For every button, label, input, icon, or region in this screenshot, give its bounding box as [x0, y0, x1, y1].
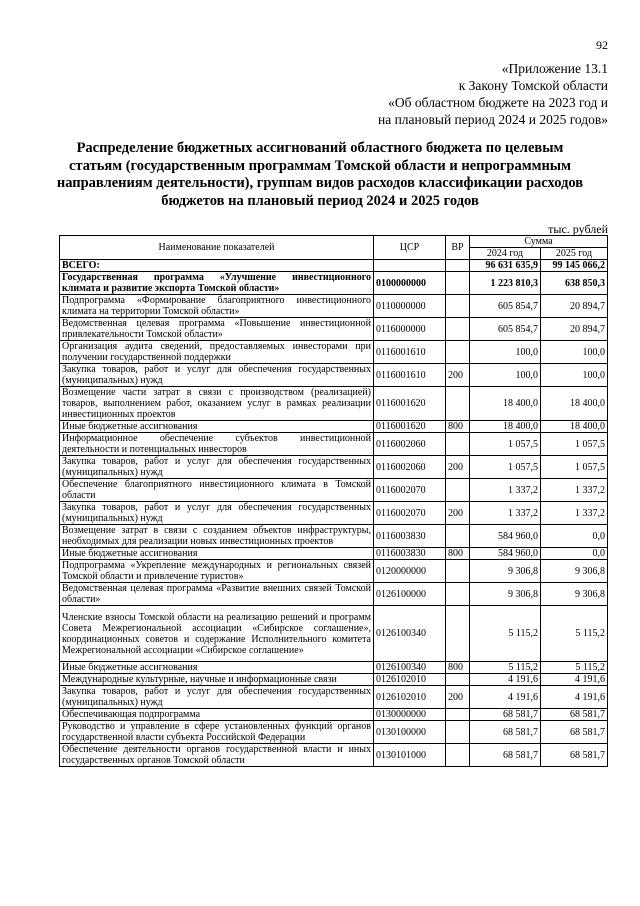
- table-row: [60, 686, 608, 709]
- table-row: [60, 583, 608, 606]
- row-name: Международные культурные, научные и информационные связи: [60, 674, 374, 686]
- row-csr: 0126102010: [374, 674, 446, 686]
- row-name: Ведомственная целевая программа «Развитие внешних связей Томской области»: [60, 583, 374, 606]
- table-row: [60, 479, 608, 502]
- table-row: [60, 560, 608, 583]
- row-csr: 0130000000: [374, 709, 446, 721]
- row-vr: 200: [446, 456, 470, 479]
- row-amount-2025: 100,0: [541, 341, 608, 364]
- row-vr: [446, 272, 470, 295]
- row-amount-2024: 4 191,6: [470, 686, 541, 709]
- appendix-line-1: «Приложение 13.1: [501, 61, 608, 76]
- header-year-2024: 2024 год: [470, 248, 541, 260]
- row-amount-2024: 605 854,7: [470, 295, 541, 318]
- row-name: Обеспечение благоприятного инвестиционного климата в Томской области: [60, 479, 374, 502]
- row-vr: 800: [446, 548, 470, 560]
- row-vr: [446, 606, 470, 662]
- row-amount-2025: 68 581,7: [541, 744, 608, 767]
- page-number: 92: [596, 38, 608, 52]
- row-vr: [446, 295, 470, 318]
- row-name: Подпрограмма «Укрепление международных и региональных связей Томской области и привлечение туристов»: [60, 560, 374, 583]
- row-amount-2025: 1 337,2: [541, 479, 608, 502]
- row-vr: 800: [446, 421, 470, 433]
- table-row: [60, 502, 608, 525]
- header-year-2025: 2025 год: [541, 248, 608, 260]
- row-amount-2024: 9 306,8: [470, 560, 541, 583]
- row-csr: 0116002070: [374, 479, 446, 502]
- row-amount-2024: 584 960,0: [470, 548, 541, 560]
- row-amount-2024: 5 115,2: [470, 606, 541, 662]
- row-amount-2024: 4 191,6: [470, 674, 541, 686]
- row-csr: 0120000000: [374, 560, 446, 583]
- table-row: [60, 364, 608, 387]
- row-amount-2025: 1 057,5: [541, 456, 608, 479]
- row-vr: [446, 560, 470, 583]
- row-csr: 0116002060: [374, 433, 446, 456]
- row-amount-2024: 1 057,5: [470, 433, 541, 456]
- row-vr: 800: [446, 662, 470, 674]
- row-amount-2025: 9 306,8: [541, 560, 608, 583]
- row-amount-2024: 584 960,0: [470, 525, 541, 548]
- row-amount-2025: 68 581,7: [541, 721, 608, 744]
- row-amount-2025: 18 400,0: [541, 421, 608, 433]
- row-vr: [446, 744, 470, 767]
- row-csr: 0126100340: [374, 662, 446, 674]
- row-amount-2024: 605 854,7: [470, 318, 541, 341]
- row-name: Руководство и управление в сфере установленных функций органов государственной власти субъекта Российской Федерации: [60, 721, 374, 744]
- row-amount-2024: 68 581,7: [470, 709, 541, 721]
- row-csr: 0116003830: [374, 525, 446, 548]
- row-amount-2025: 0,0: [541, 548, 608, 560]
- table-row: [60, 295, 608, 318]
- row-name: Иные бюджетные ассигнования: [60, 548, 374, 560]
- row-amount-2025: 99 145 066,2: [541, 260, 608, 272]
- row-name: Обеспечение деятельности органов государственной власти и иных государственных органов Томской области: [60, 744, 374, 767]
- row-name: Иные бюджетные ассигнования: [60, 662, 374, 674]
- document-title: Распределение бюджетных ассигнований областного бюджета по целевым статьям (государственным программам Томской области и непрограммным направлениям деятельности), группам видов расходов классификации расходов бюджетов на плановый период 2024 и 2025 годов: [56, 140, 584, 209]
- table-row: [60, 744, 608, 767]
- row-amount-2024: 1 223 810,3: [470, 272, 541, 295]
- row-csr: 0116001610: [374, 364, 446, 387]
- row-amount-2025: 638 850,3: [541, 272, 608, 295]
- row-vr: [446, 387, 470, 421]
- appendix-heading: [378, 60, 608, 128]
- table-row: [60, 341, 608, 364]
- row-name: Государственная программа «Улучшение инвестиционного климата и развитие экспорта Томской области»: [60, 272, 374, 295]
- row-vr: [446, 341, 470, 364]
- table-row: [60, 525, 608, 548]
- row-vr: 200: [446, 364, 470, 387]
- row-csr: 0130100000: [374, 721, 446, 744]
- row-name: Закупка товаров, работ и услуг для обеспечения государственных (муниципальных) нужд: [60, 456, 374, 479]
- row-csr: 0116000000: [374, 318, 446, 341]
- table-row: [60, 387, 608, 421]
- row-vr: [446, 433, 470, 456]
- row-amount-2025: 4 191,6: [541, 686, 608, 709]
- row-csr: 0126102010: [374, 686, 446, 709]
- row-amount-2024: 96 631 635,9: [470, 260, 541, 272]
- row-csr: 0116002060: [374, 456, 446, 479]
- header-csr: ЦСР: [374, 236, 446, 260]
- row-amount-2025: 20 894,7: [541, 295, 608, 318]
- row-amount-2025: 68 581,7: [541, 709, 608, 721]
- row-csr: 0130101000: [374, 744, 446, 767]
- header-sum: Сумма: [470, 236, 608, 248]
- header-name: Наименование показателей: [60, 236, 374, 260]
- table-row: [60, 721, 608, 744]
- appendix-line-2: к Закону Томской области: [458, 78, 608, 93]
- row-amount-2024: 68 581,7: [470, 744, 541, 767]
- row-amount-2024: 100,0: [470, 364, 541, 387]
- table-row: [60, 272, 608, 295]
- row-csr: [374, 260, 446, 272]
- row-name: Возмещение части затрат в связи с производством (реализацией) товаров, выполнением работ, оказанием услуг в рамках реализации инвестиционных проектов: [60, 387, 374, 421]
- row-amount-2025: 4 191,6: [541, 674, 608, 686]
- appendix-line-4: на плановый период 2024 и 2025 годов»: [377, 112, 608, 127]
- row-vr: [446, 583, 470, 606]
- row-csr: 0126100000: [374, 583, 446, 606]
- row-amount-2024: 9 306,8: [470, 583, 541, 606]
- table-row: [60, 421, 608, 433]
- row-vr: 200: [446, 502, 470, 525]
- row-amount-2024: 100,0: [470, 341, 541, 364]
- table-row: [60, 433, 608, 456]
- row-vr: [446, 260, 470, 272]
- row-amount-2025: 9 306,8: [541, 583, 608, 606]
- budget-table: [59, 235, 608, 767]
- table-row: [60, 318, 608, 341]
- row-vr: [446, 721, 470, 744]
- row-amount-2025: 0,0: [541, 525, 608, 548]
- row-csr: 0110000000: [374, 295, 446, 318]
- row-name: Подпрограмма «Формирование благоприятного инвестиционного климата на территории Томской области»: [60, 295, 374, 318]
- row-amount-2024: 18 400,0: [470, 421, 541, 433]
- table-body: [60, 260, 608, 767]
- row-name: Обеспечивающая подпрограмма: [60, 709, 374, 721]
- header-vr: ВР: [446, 236, 470, 260]
- row-amount-2024: 1 337,2: [470, 502, 541, 525]
- row-amount-2025: 100,0: [541, 364, 608, 387]
- row-amount-2025: 1 057,5: [541, 433, 608, 456]
- row-amount-2025: 1 337,2: [541, 502, 608, 525]
- row-amount-2025: 5 115,2: [541, 662, 608, 674]
- appendix-line-3: «Об областном бюджете на 2023 год и: [388, 95, 608, 110]
- row-csr: 0116003830: [374, 548, 446, 560]
- row-csr: 0100000000: [374, 272, 446, 295]
- row-name: Информационное обеспечение субъектов инвестиционной деятельности и потенциальных инвесторов: [60, 433, 374, 456]
- table-row: [60, 674, 608, 686]
- table-row: [60, 548, 608, 560]
- row-name: ВСЕГО:: [60, 260, 374, 272]
- row-vr: [446, 674, 470, 686]
- row-csr: 0116002070: [374, 502, 446, 525]
- row-vr: [446, 479, 470, 502]
- row-csr: 0116001620: [374, 421, 446, 433]
- row-amount-2024: 1 057,5: [470, 456, 541, 479]
- row-name: Членские взносы Томской области на реализацию решений и программ Совета Межрегиональной ассоциации «Сибирское соглашение», координационных советов и содержание Исполнительного комитета Межрегиональной ассоциации «Сибирское соглашение»: [60, 606, 374, 662]
- row-amount-2025: 5 115,2: [541, 606, 608, 662]
- row-vr: [446, 525, 470, 548]
- row-csr: 0116001610: [374, 341, 446, 364]
- row-name: Организация аудита сведений, предоставляемых инвесторами при получении государственной поддержки: [60, 341, 374, 364]
- table-row: [60, 662, 608, 674]
- row-vr: [446, 318, 470, 341]
- table-row: [60, 456, 608, 479]
- row-name: Иные бюджетные ассигнования: [60, 421, 374, 433]
- row-name: Закупка товаров, работ и услуг для обеспечения государственных (муниципальных) нужд: [60, 502, 374, 525]
- row-amount-2024: 1 337,2: [470, 479, 541, 502]
- row-vr: [446, 709, 470, 721]
- table-row: [60, 606, 608, 662]
- row-amount-2024: 18 400,0: [470, 387, 541, 421]
- row-csr: 0126100340: [374, 606, 446, 662]
- row-amount-2025: 18 400,0: [541, 387, 608, 421]
- row-amount-2024: 68 581,7: [470, 721, 541, 744]
- row-name: Ведомственная целевая программа «Повышение инвестиционной привлекательности Томской области»: [60, 318, 374, 341]
- row-amount-2024: 5 115,2: [470, 662, 541, 674]
- table-row: [60, 260, 608, 272]
- row-name: Возмещение затрат в связи с созданием объектов инфраструктуры, необходимых для реализации новых инвестиционных проектов: [60, 525, 374, 548]
- row-csr: 0116001620: [374, 387, 446, 421]
- row-amount-2025: 20 894,7: [541, 318, 608, 341]
- row-vr: 200: [446, 686, 470, 709]
- row-name: Закупка товаров, работ и услуг для обеспечения государственных (муниципальных) нужд: [60, 686, 374, 709]
- units-label: тыс. рублей: [548, 222, 608, 236]
- table-row: [60, 709, 608, 721]
- row-name: Закупка товаров, работ и услуг для обеспечения государственных (муниципальных) нужд: [60, 364, 374, 387]
